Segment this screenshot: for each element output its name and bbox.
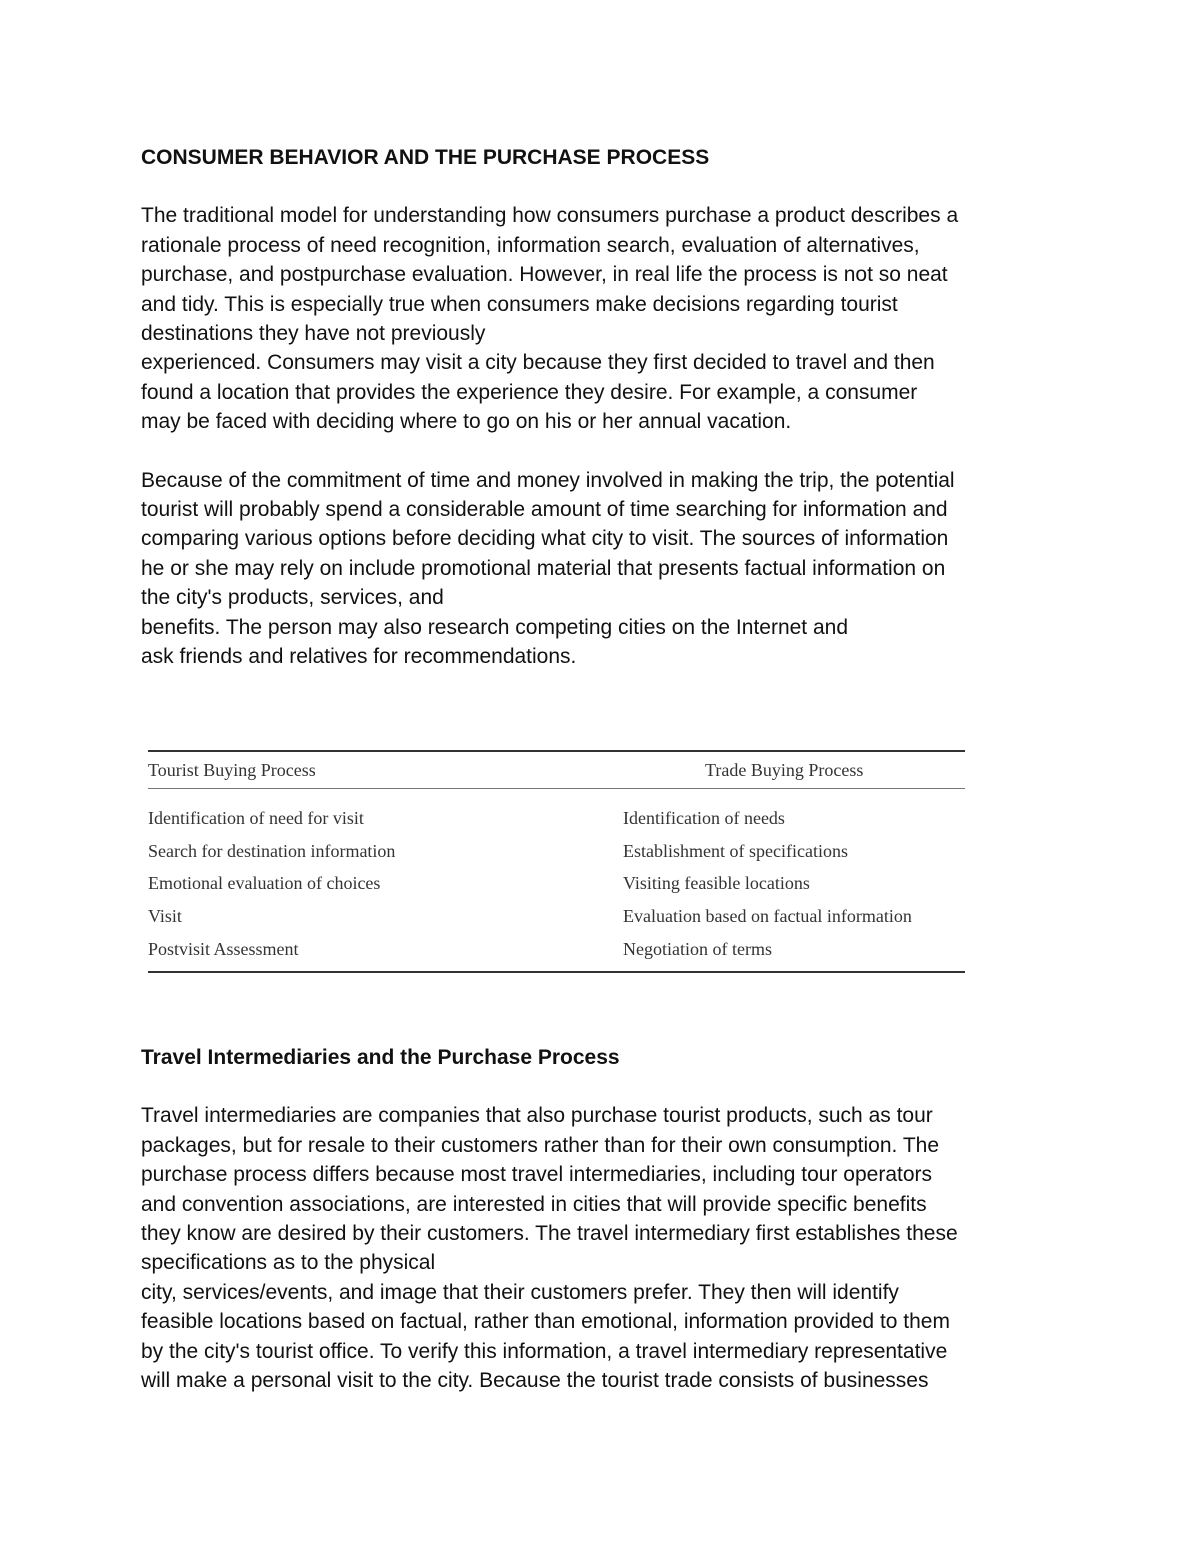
paragraph-intermediaries [141, 1101, 1071, 1395]
text-line: and tidy. This is especially true when consumers make decisions regarding tourist [141, 292, 898, 316]
table-header-tourist: Tourist Buying Process [148, 759, 316, 780]
section-title: Travel Intermediaries and the Purchase Process [141, 1046, 620, 1069]
text-line: The traditional model for understanding how consumers purchase a product describes a [141, 204, 959, 228]
text-line: Travel intermediaries are companies that also purchase tourist products, such as tour [141, 1104, 933, 1128]
table-row [148, 867, 965, 900]
text-line: experienced. Consumers may visit a city because they first decided to travel and then [141, 351, 935, 375]
spacer [141, 437, 1071, 466]
table-cell: Emotional evaluation of choices [148, 873, 381, 894]
section-consumer-behavior [141, 143, 1071, 672]
table-cell: Identification of needs [623, 807, 785, 828]
text-line: benefits. The person may also research competing cities on the Internet and [141, 615, 849, 639]
table-cell: Establishment of specifications [623, 840, 848, 861]
table-row [148, 802, 965, 835]
table-row [148, 835, 965, 868]
paragraph-commitment [141, 466, 1071, 672]
text-line: purchase, and postpurchase evaluation. However, in real life the process is not so neat [141, 263, 948, 287]
table-body [148, 789, 965, 971]
text-line: comparing various options before deciding what city to visit. The sources of information [141, 527, 949, 551]
text-line: ask friends and relatives for recommendations. [141, 645, 577, 669]
table-header-trade: Trade Buying Process [705, 759, 864, 780]
table-cell: Visit [148, 905, 182, 926]
section-title: CONSUMER BEHAVIOR AND THE PURCHASE PROCESS [141, 146, 710, 169]
text-line: tourist will probably spend a considerable amount of time searching for information and [141, 498, 948, 522]
text-line: and convention associations, are interested in cities that will provide specific benefits [141, 1192, 927, 1216]
text-line: he or she may rely on include promotional material that presents factual information on [141, 556, 946, 580]
text-line: by the city's tourist office. To verify this information, a travel intermediary representative [141, 1339, 948, 1363]
buying-process-table [148, 750, 965, 973]
text-line: specifications as to the physical [141, 1251, 436, 1275]
table-cell: Postvisit Assessment [148, 938, 299, 959]
table-row [148, 933, 965, 966]
section-travel-intermediaries [141, 1043, 1071, 1395]
text-line: found a location that provides the experience they desire. For example, a consumer [141, 380, 918, 404]
text-line: will make a personal visit to the city. Because the tourist trade consists of businesses [141, 1369, 929, 1393]
table-cell: Visiting feasible locations [623, 873, 810, 894]
spacer [141, 172, 1071, 201]
table-bottom-rule [148, 971, 965, 973]
text-line: packages, but for resale to their customers rather than for their own consumption. The [141, 1133, 940, 1157]
text-line: destinations they have not previously [141, 322, 486, 346]
table-cell: Identification of need for visit [148, 807, 364, 828]
text-line: the city's products, services, and [141, 586, 444, 610]
table-cell: Evaluation based on factual information [623, 905, 912, 926]
text-line: city, services/events, and image that their customers prefer. They then will identify [141, 1280, 899, 1304]
table-cell: Negotiation of terms [623, 938, 772, 959]
table-header-row [148, 752, 965, 788]
text-line: they know are desired by their customers. The travel intermediary first establishes these [141, 1222, 958, 1246]
spacer [141, 1072, 1071, 1101]
text-line: feasible locations based on factual, rather than emotional, information provided to them [141, 1310, 950, 1334]
text-line: Because of the commitment of time and money involved in making the trip, the potential [141, 468, 955, 492]
text-line: may be faced with deciding where to go on his or her annual vacation. [141, 410, 792, 434]
text-line: rationale process of need recognition, information search, evaluation of alternatives, [141, 233, 920, 257]
table-cell: Search for destination information [148, 840, 396, 861]
text-line: purchase process differs because most travel intermediaries, including tour operators [141, 1163, 933, 1187]
table-row [148, 900, 965, 933]
paragraph-traditional-model [141, 201, 1071, 436]
